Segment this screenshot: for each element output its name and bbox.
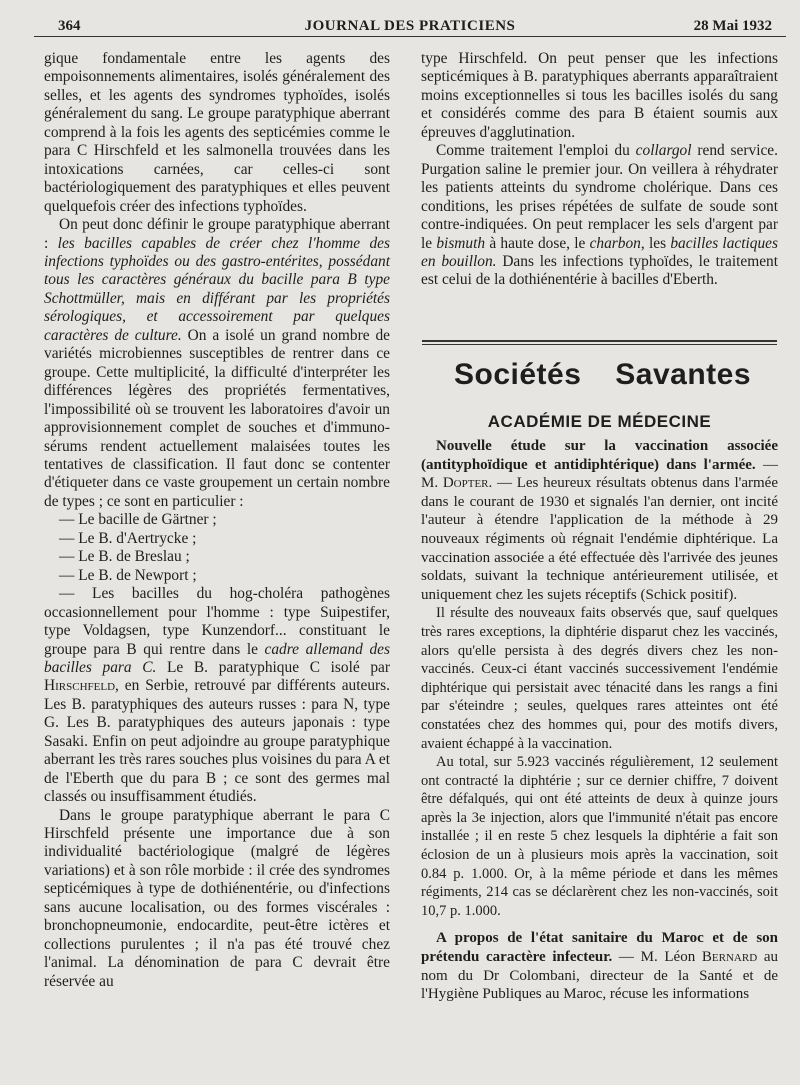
right-column-top [421,50,778,290]
article-heading: A propos de l'état sanitaire du Maroc et de son prétendu caractère infecteur. [421,930,778,966]
section-title [422,358,777,392]
italic-span: bismuth [436,234,486,252]
text-span: , en Serbie, retrouvé par différents auteurs. Les B. paratyphiques des auteurs russes : para N, type G. Les B. paratyphiques des auteurs japonais : type Sasaki. Enfin on peut adjoindre au groupe paratyphique aberrant les très rares souches plus voisines du para A et de l'Eberth que du para B ; ce sont des germes mal classés ou insuffisamment étudiés. [44,677,390,806]
divider-thick [422,340,777,342]
text-span: rend service. Purgation saline le premier jour. On veillera à réhydrater les patients atteints du syndrome cholérique. Dans ces conditions, les prises répétées de sulfate de soude sont contre-indiquées. On peut remplacer les sels d'argent par le [421,142,778,252]
page-number: 364 [58,18,81,34]
author-name: Bernard [701,949,758,966]
text-span: Dans les infections typhoïdes, le traitement est celui de la dothiénentérie à bacilles d'Eberth. [421,252,778,289]
italic-span: cadre allemand des bacilles para C. [44,640,390,676]
list-item: — Le B. d'Aertrycke ; [59,529,197,547]
list-item: — Le B. de Newport ; [59,566,197,584]
left-paragraph-2 [44,216,390,511]
article-1-paragraph-3: Au total, sur 5.923 vaccinés régulièrement, 12 seulement ont contracté la diphtérie ; sur ce dernier chiffre, 7 doivent être défalqués, qui ont été atteints de deux à quinze jours après la 3e injection, alors que l'immunité n'était pas encore installée ; il en reste 5 chez lesquels la diphtérie a fait son éclosion de un à plusieurs mois après la vaccination, soit 0.84 p. 1.000. Or, à la même période et dans les mêmes régiments, 214 cas se déclarèrent chez les non-vaccinés, soit 10,7 p. 1.000. [421,754,778,919]
section-subtitle: ACADÉMIE DE MÉDECINE [487,412,712,431]
text-span: On peut donc définir le groupe paratyphique aberrant : [44,216,390,252]
spacer [421,920,778,929]
text-span: Comme traitement l'emploi du [436,142,636,160]
author-name: Dopter [442,475,489,492]
right-paragraph-2 [421,142,778,290]
left-paragraph-4: Dans le groupe paratyphique aberrant le para C Hirschfeld présente une importance due à son individualité bactériologique (malgré de légères variations) et à son rôle morbide : il crée des syndromes septicémiques à type de dothiénentérie, ou d'infections sans aucune localisation, ou des formes viscérales : bronchopneumonie, endocardite, peut-être ictères et collections purulentes ; il n'a pas été trouvé chez l'animal. La dénomination de para C devrait être réservée au [44,806,390,990]
italic-span: collargol [635,142,692,160]
text-span: . — Les heureux résultats obtenus dans l'armée dans le courant de 1930 et signalés l'an dernier, ont incité l'auteur à étendre l'application de la méthode à 29 nouveaux régiments où régnait l'endémie diphtérique. La vaccination associée a été effectuée dès l'arrivée des jeunes soldats, suivant la technique antérieurement utilisée, et uniquement chez les sujets réceptifs (Schick positif). [421,475,778,603]
list-item: — Le bacille de Gärtner ; [59,511,217,529]
list-item: — Le B. de Breslau ; [59,548,190,566]
left-column [44,50,390,991]
right-paragraph-1: type Hirschfeld. On peut penser que les infections septicémiques à B. paratyphiques aberrants apparaîtraient moins exceptionnelles si tous les bacilles isolés du sang et considérés comme des para B étaient soumis aux épreuves d'agglutination. [421,50,778,141]
text-span: au nom du Dr Colombani, directeur de la Santé et de l'Hygiène Publiques au Maroc, récuse les informations [421,949,778,1003]
page-header [34,12,786,37]
article-heading: Nouvelle étude sur la vaccination associée (antityphoïdique et antidiphtérique) dans l'armée. [421,438,778,473]
left-paragraph-1: gique fondamentale entre les agents des empoisonnements alimentaires, isolés généralement des selles, et les agents des syndromes typhoïdes, isolés généralement du sang. Le groupe paratyphique aberrant comprend à la fois les agents des septicémies comme le para C Hirschfeld et les salmonella trouvées dans les intoxications carnées, car celles-ci sont bactériologiquement des paratyphiques et elles peuvent quelquefois créer des infections typhoïdes. [44,50,390,215]
issue-date: 28 Mai 1932 [693,18,772,34]
italic-span: charbon [589,234,641,252]
section-title-word: Sociétés [454,358,582,391]
text-span: à haute dose, le [485,234,590,252]
definition-italic: les bacilles capables de créer chez l'homme des infections typhoïdes ou des gastro-entérites, possédant tous les caractères généraux du bacille para B type Schottmüller, mais en différant par les propriétés sérologiques, et accessoirement par quelques caractères de culture. [44,234,390,344]
text-span: — M. Léon [612,949,702,966]
text-span: — Les bacilles du hog-choléra pathogènes occasionnellement pour l'homme : type Suipestifer, type Voldagsen, type Kunzendorf... constituant le groupe para B qui rentre dans le [44,585,390,658]
article-2-lead [421,929,778,1003]
article-1-lead [421,437,778,604]
right-column-articles [421,437,778,1004]
section-divider [422,340,777,345]
text-span: On a isolé un grand nombre de variétés microbiennes susceptibles de rentrer dans ce groupe. Cette multiplicité, la difficulté d'interpréter les différences légères des propriétés fermentatives, l'impossibilité où se trouvent les laboratoires d'avoir un approvisionnement complet de souches et d'immuno-sérums rendent actuellement malaisées toutes les tentatives de classification. Il faut donc se contenter d'étiqueter dans ce vaste groupement un certain nombre de types ; ce sont en particulier : [44,326,390,510]
section-title-word: Savantes [615,358,751,391]
divider-thin [422,344,777,345]
author-name: Hirschfeld [44,677,116,695]
text-span: — M. [421,456,778,492]
left-paragraph-3 [44,585,390,806]
italic-span: bacilles lactiques en bouillon. [421,234,778,270]
text-span: , les [640,234,671,252]
article-1-paragraph-2: Il résulte des nouveaux faits observés que, sauf quelques très rares exceptions, la diphtérie disparut chez les vaccinés, alors qu'elle persista à des degrés divers chez les non-vaccinés. Ceux-ci étant vaccinés successivement l'endémie diphtérique qui persistait avec ténacité dans les rangs a fini par s'éteindre ; seules, quelques rares atteintes ont été constatées chez des hommes qui, pour des motifs divers, avaient échappé à la vaccination. [421,605,778,752]
text-span: Le B. paratyphique C isolé par [156,658,390,676]
journal-title: JOURNAL DES PRATICIENS [304,18,516,34]
